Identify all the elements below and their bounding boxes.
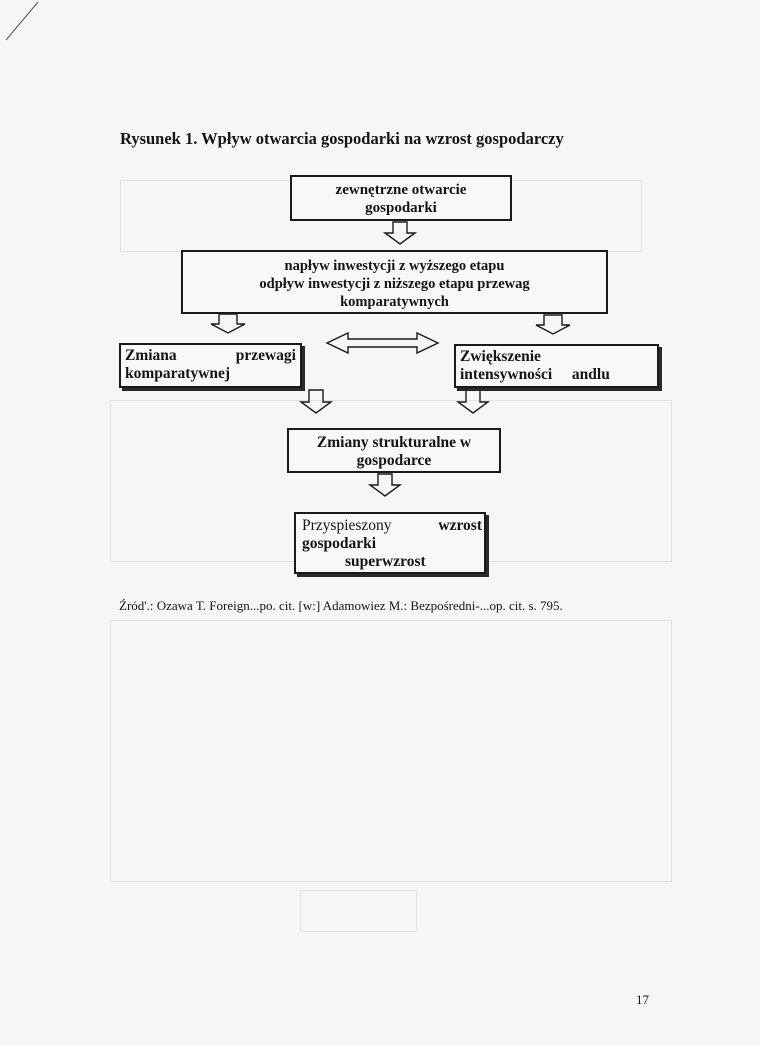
node-growth-word: Przyspieszony xyxy=(302,517,392,534)
down-arrow-comparative-to-structural xyxy=(301,390,331,413)
node-structural-change xyxy=(287,428,501,473)
node-structural-line: gospodarce xyxy=(356,452,432,469)
node-opening xyxy=(290,175,512,221)
down-arrow-flow-to-trade xyxy=(536,315,570,334)
corner-fold-line xyxy=(6,2,38,40)
node-flow-line: napływ inwestycji z wyższego etapu xyxy=(284,258,505,274)
node-flow-line: komparatywnych xyxy=(340,294,449,310)
page-number: 17 xyxy=(636,992,649,1007)
node-trade-line-2 xyxy=(460,366,653,384)
node-growth-line-1 xyxy=(302,517,482,535)
figure-source: Źród'.: Ozawa T. Foreign...po. cit. [w:] Adamowiez M.: Bezpośredni-...op. cit. s. 795. xyxy=(119,598,563,613)
node-growth-line-2: gospodarki xyxy=(302,535,377,552)
down-arrow-trade-to-structural xyxy=(458,390,488,413)
down-arrow-opening-to-flow xyxy=(385,222,415,244)
node-growth-line-3: superwzrost xyxy=(345,553,426,570)
figure-title: Rysunek 1. Wpływ otwarcia gospodarki na wzrost gospodarczy xyxy=(120,129,564,148)
node-opening-line: zewnętrzne otwarcie xyxy=(335,182,467,198)
node-trade-word: intensywności xyxy=(460,366,553,383)
node-trade-line-1: Zwiększenie xyxy=(460,348,541,365)
double-arrow-comparative-trade xyxy=(327,333,438,353)
down-arrow-flow-to-comparative xyxy=(211,314,245,333)
node-growth-word: wzrost xyxy=(438,517,482,534)
node-comparative-word: przewagi xyxy=(235,347,296,364)
node-comparative-line-2: komparatywnej xyxy=(125,365,231,382)
node-comparative-change xyxy=(119,343,302,388)
node-investment-flow xyxy=(181,250,608,314)
node-comparative-line-1 xyxy=(125,347,296,365)
node-opening-line: gospodarki xyxy=(365,200,437,216)
node-flow-line: odpływ inwestycji z niższego etapu przewag xyxy=(259,276,530,292)
node-growth xyxy=(294,512,486,574)
node-trade-intensity xyxy=(454,344,659,388)
node-trade-word: andlu xyxy=(571,366,610,383)
node-structural-line: Zmiany strukturalne w xyxy=(316,434,472,451)
down-arrow-structural-to-growth xyxy=(370,474,400,496)
node-comparative-word: Zmiana xyxy=(125,347,177,364)
